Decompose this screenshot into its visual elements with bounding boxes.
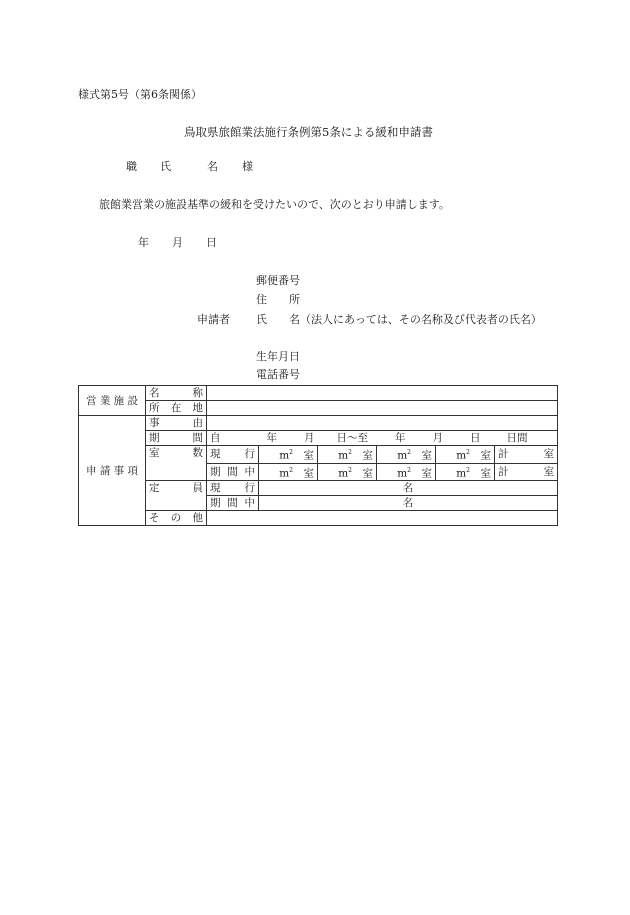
birthdate-label: 生年月日 <box>256 350 300 363</box>
table-row-period <box>79 431 558 446</box>
matters-label: 申請事項 <box>79 416 146 526</box>
table-row-facility-location <box>79 401 558 416</box>
date-month-label: 月 <box>172 236 183 249</box>
rooms-current-4[interactable]: $m^2$ 室 <box>436 446 495 464</box>
intro-text: 旅館業営業の施設基準の緩和を受けたいので、次のとおり申請します。 <box>99 198 450 211</box>
table-row-capacity-current <box>79 481 558 496</box>
addressee-name2: 名 <box>207 160 218 173</box>
facility-name-label: 名 称 <box>146 386 207 401</box>
facility-location-value[interactable] <box>207 401 558 416</box>
date-day-label: 日 <box>206 236 217 249</box>
rooms-current-total[interactable]: 計室 <box>495 446 558 464</box>
address-label: 住 所 <box>256 293 300 306</box>
rooms-during-3[interactable]: $m^2$ 室 <box>377 463 436 481</box>
rooms-current-3[interactable]: $m^2$ 室 <box>377 446 436 464</box>
period-day1: 日～至 <box>336 432 368 444</box>
period-from: 自 <box>210 432 221 444</box>
rooms-during-total[interactable]: 計室 <box>495 463 558 481</box>
period-label: 期間 <box>146 431 207 446</box>
period-days: 日間 <box>506 432 528 444</box>
rooms-during-label: 期間中 <box>207 463 259 481</box>
capacity-during-value[interactable]: 名 <box>259 496 558 511</box>
facility-location-label: 所在地 <box>146 401 207 416</box>
rooms-label: 室数 <box>146 446 207 481</box>
period-value[interactable] <box>207 431 558 446</box>
application-table <box>78 385 558 526</box>
phone-label: 電話番号 <box>256 368 300 381</box>
reason-label: 事由 <box>146 416 207 431</box>
rooms-during-4[interactable]: $m^2$ 室 <box>436 463 495 481</box>
capacity-current-value[interactable]: 名 <box>259 481 558 496</box>
period-month2: 月 <box>432 432 443 444</box>
capacity-label: 定員 <box>146 481 207 511</box>
applicant-heading: 申請者 <box>197 313 230 326</box>
applicant-name-label-2: 名（法人にあっては、その名称及び代表者の氏名） <box>289 313 542 326</box>
period-month1: 月 <box>304 432 315 444</box>
facility-label: 営業施設 <box>79 386 146 416</box>
capacity-during-label: 期間中 <box>207 496 259 511</box>
capacity-current-label: 現行 <box>207 481 259 496</box>
addressee-post: 職 <box>126 160 137 173</box>
rooms-during-1[interactable]: $m^2$ 室 <box>259 463 318 481</box>
reason-value[interactable] <box>207 416 558 431</box>
rooms-current-2[interactable]: $m^2$ 室 <box>318 446 377 464</box>
rooms-during-2[interactable]: $m^2$ 室 <box>318 463 377 481</box>
document-title: 鳥取県旅館業法施行条例第5条による緩和申請書 <box>184 125 433 139</box>
rooms-current-1[interactable]: $m^2$ 室 <box>259 446 318 464</box>
addressee-name: 氏 <box>160 160 171 173</box>
period-year1: 年 <box>266 432 277 444</box>
table-row-facility-name <box>79 386 558 401</box>
other-label: その他 <box>146 511 207 526</box>
table-row-rooms-current <box>79 446 558 464</box>
period-year2: 年 <box>395 432 406 444</box>
postal-code-label: 郵便番号 <box>256 274 300 287</box>
form-number: 様式第5号（第6条関係） <box>78 88 202 101</box>
other-value[interactable] <box>207 511 558 526</box>
rooms-current-label: 現行 <box>207 446 259 464</box>
facility-name-value[interactable] <box>207 386 558 401</box>
period-day2: 日 <box>470 432 481 444</box>
table-row-reason <box>79 416 558 431</box>
applicant-name-label: 氏 <box>256 313 267 326</box>
addressee-honorific: 様 <box>242 160 253 173</box>
table-row-other <box>79 511 558 526</box>
date-year-label: 年 <box>138 236 149 249</box>
